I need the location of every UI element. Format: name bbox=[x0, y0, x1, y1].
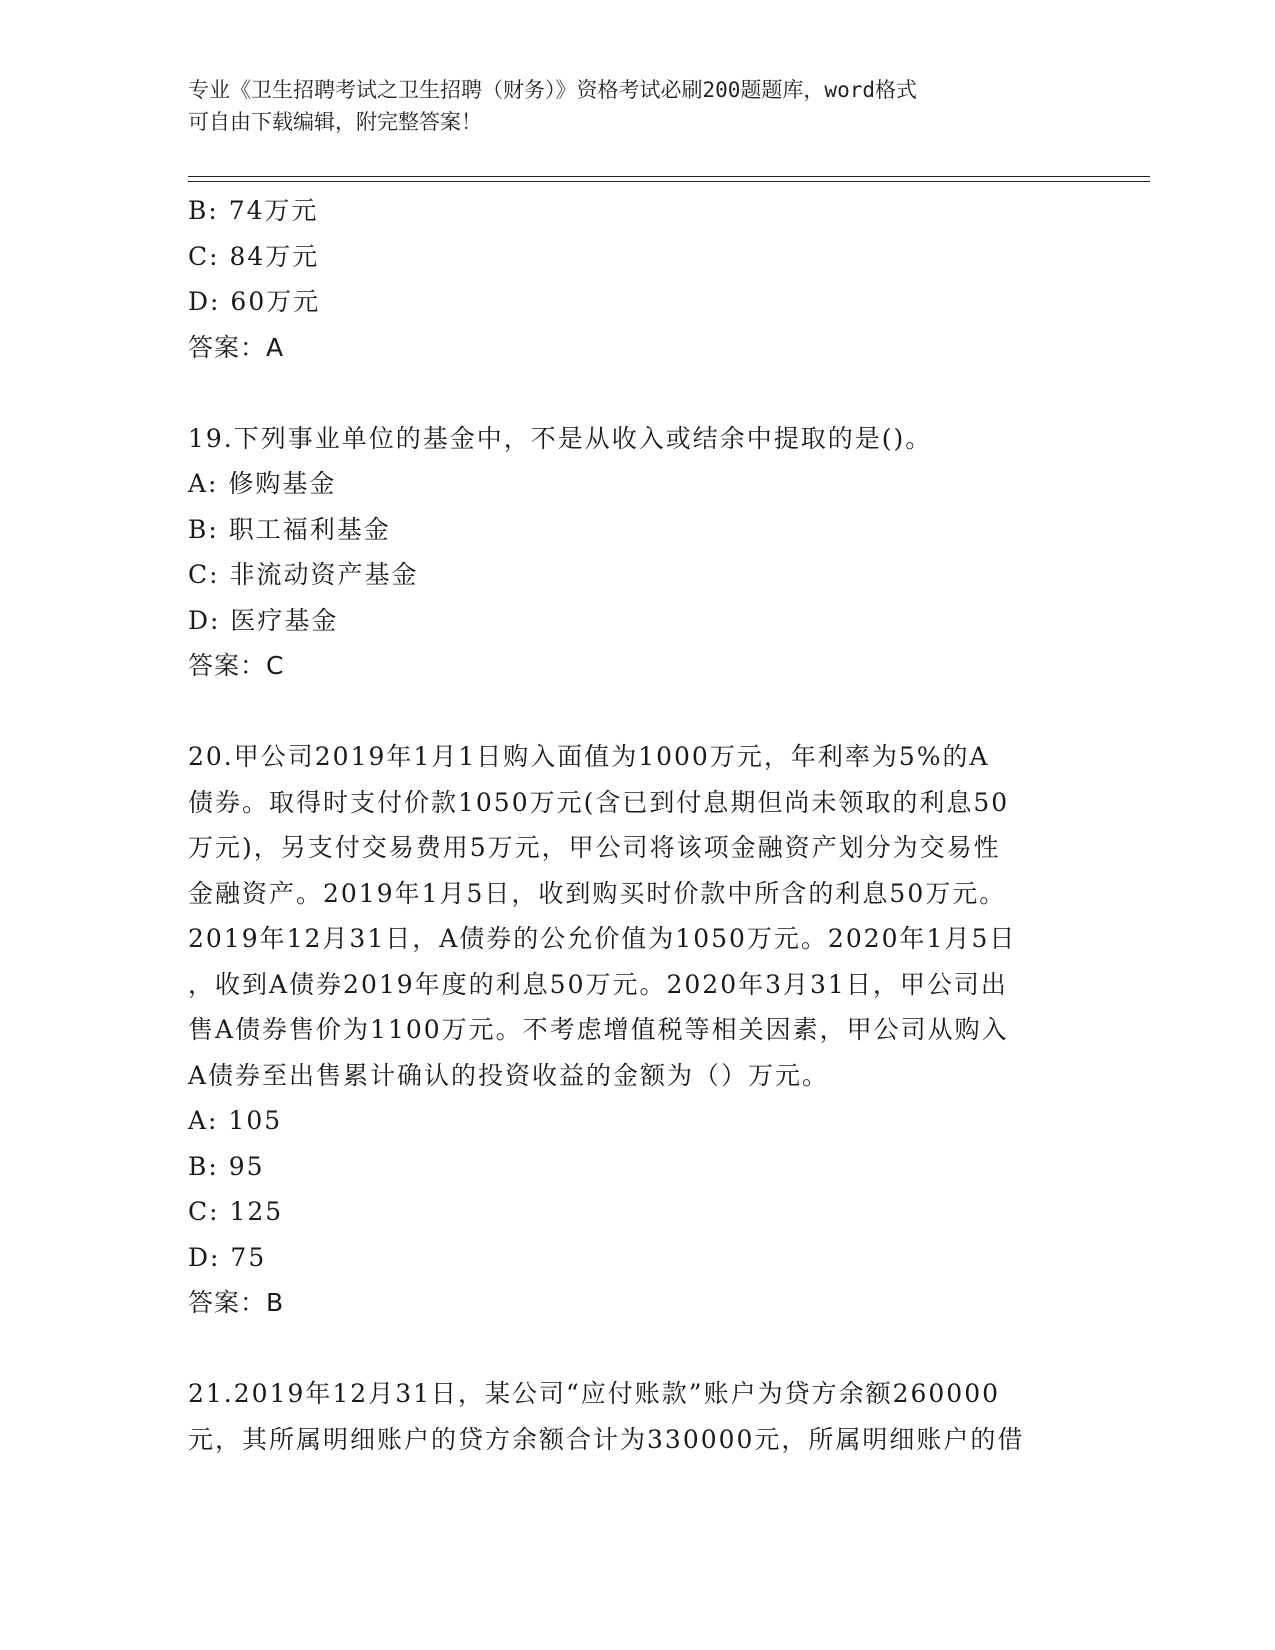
question-stem-line: 金融资产。2019年1月5日，收到购买时价款中所含的利息50万元。 bbox=[188, 878, 1007, 908]
spacer bbox=[188, 689, 1088, 735]
question-stem-line: ，收到A债券2019年度的利息50万元。2020年3月31日，甲公司出 bbox=[188, 969, 1008, 999]
header-line-1: 专业《卫生招聘考试之卫生招聘（财务）》资格考试必刷200题题库，word格式 bbox=[188, 78, 917, 102]
option-c: C: 125 bbox=[188, 1197, 284, 1226]
question-21 bbox=[188, 1371, 1088, 1462]
option-d: D: 医疗基金 bbox=[188, 605, 339, 635]
option-b: B: 95 bbox=[188, 1151, 265, 1181]
answer-line: 答案：A bbox=[188, 332, 285, 362]
option-a: A: 105 bbox=[188, 1106, 283, 1135]
question-stem-line: 售A债券售价为1100万元。不考虑增值税等相关因素，甲公司从购入 bbox=[188, 1015, 1009, 1044]
option-d: D: 60万元 bbox=[188, 287, 321, 316]
option-b: B: 职工福利基金 bbox=[188, 514, 391, 544]
question-18 bbox=[188, 188, 1088, 370]
question-stem-line: 债券。取得时支付价款1050万元(含已到付息期但尚未领取的利息50 bbox=[188, 787, 1010, 817]
option-c: C: 84万元 bbox=[188, 241, 320, 271]
option-c: C: 非流动资产基金 bbox=[188, 560, 419, 589]
header-divider bbox=[188, 176, 1150, 177]
option-a: A: 修购基金 bbox=[188, 469, 337, 498]
option-d: D: 75 bbox=[188, 1242, 267, 1272]
header-line-2: 可自由下载编辑，附完整答案！ bbox=[188, 110, 482, 134]
question-stem-line: 2019年12月31日，A债券的公允价值为1050万元。2020年1月5日 bbox=[188, 924, 1017, 953]
question-stem-line: 21.2019年12月31日，某公司“应付账款”账户为贷方余额260000 bbox=[188, 1379, 1001, 1408]
answer-line: 答案：B bbox=[188, 1288, 285, 1317]
document-body bbox=[188, 188, 1088, 1462]
spacer bbox=[188, 370, 1088, 416]
header-divider-thin bbox=[188, 181, 1150, 182]
document-header bbox=[188, 74, 1068, 138]
question-stem-line: 20.甲公司2019年1月1日购入面值为1000万元，年利率为5%的A bbox=[188, 742, 990, 771]
question-19 bbox=[188, 416, 1088, 689]
spacer bbox=[188, 1326, 1088, 1372]
question-stem-line: A债券至出售累计确认的投资收益的金额为（）万元。 bbox=[188, 1060, 830, 1090]
answer-line: 答案：C bbox=[188, 651, 285, 680]
option-b: B: 74万元 bbox=[188, 196, 319, 225]
question-stem-line: 元，其所属明细账户的贷方余额合计为330000元，所属明细账户的借 bbox=[188, 1424, 1025, 1454]
question-stem: 19.下列事业单位的基金中，不是从收入或结余中提取的是()。 bbox=[188, 423, 933, 453]
question-stem-line: 万元)，另支付交易费用5万元，甲公司将该项金融资产划分为交易性 bbox=[188, 833, 1001, 862]
question-20 bbox=[188, 734, 1088, 1326]
